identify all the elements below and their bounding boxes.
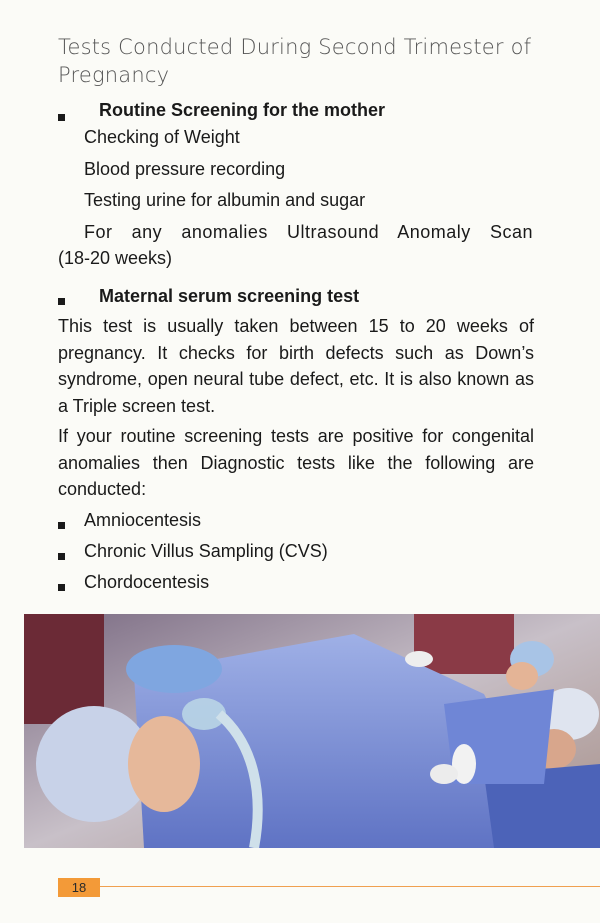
diagnostic-intro-paragraph: If your routine screening tests are positive for congenital anomalies then Diagnostic tests like the following are conducted: [58, 426, 534, 499]
section-heading-routine-screening: Routine Screening for the mother [99, 100, 386, 120]
routine-item: Testing urine for albumin and sugar [84, 190, 366, 210]
diagnostic-test-item: Amniocentesis [84, 510, 202, 530]
footer-divider [100, 886, 600, 887]
bullet-icon [58, 522, 65, 529]
bullet-icon [58, 553, 65, 560]
maternal-serum-paragraph: This test is usually taken between 15 to 20 weeks of pregnancy. It checks for birth defects such as Down’s syndrome, open neural tube defect, etc. It is also known as a Triple screen test. [58, 316, 534, 416]
diagnostic-test-item: Chronic Villus Sampling (CVS) [84, 541, 328, 561]
routine-item-anomaly-scan: For any anomalies Ultrasound Anomaly Scan [84, 222, 533, 242]
page-number: 18 [58, 878, 100, 897]
bullet-icon [58, 114, 65, 121]
routine-item: Blood pressure recording [84, 159, 286, 179]
routine-item-anomaly-scan-weeks: (18-20 weeks) [58, 248, 173, 268]
diagnostic-test-item: Chordocentesis [84, 572, 210, 592]
routine-item: Checking of Weight [84, 127, 240, 147]
page-title: Tests Conducted During Second Trimester of Pregnancy [58, 35, 532, 87]
bullet-icon [58, 298, 65, 305]
section-heading-maternal-serum: Maternal serum screening test [99, 286, 360, 306]
medical-procedure-photo [24, 614, 600, 848]
bullet-icon [58, 584, 65, 591]
